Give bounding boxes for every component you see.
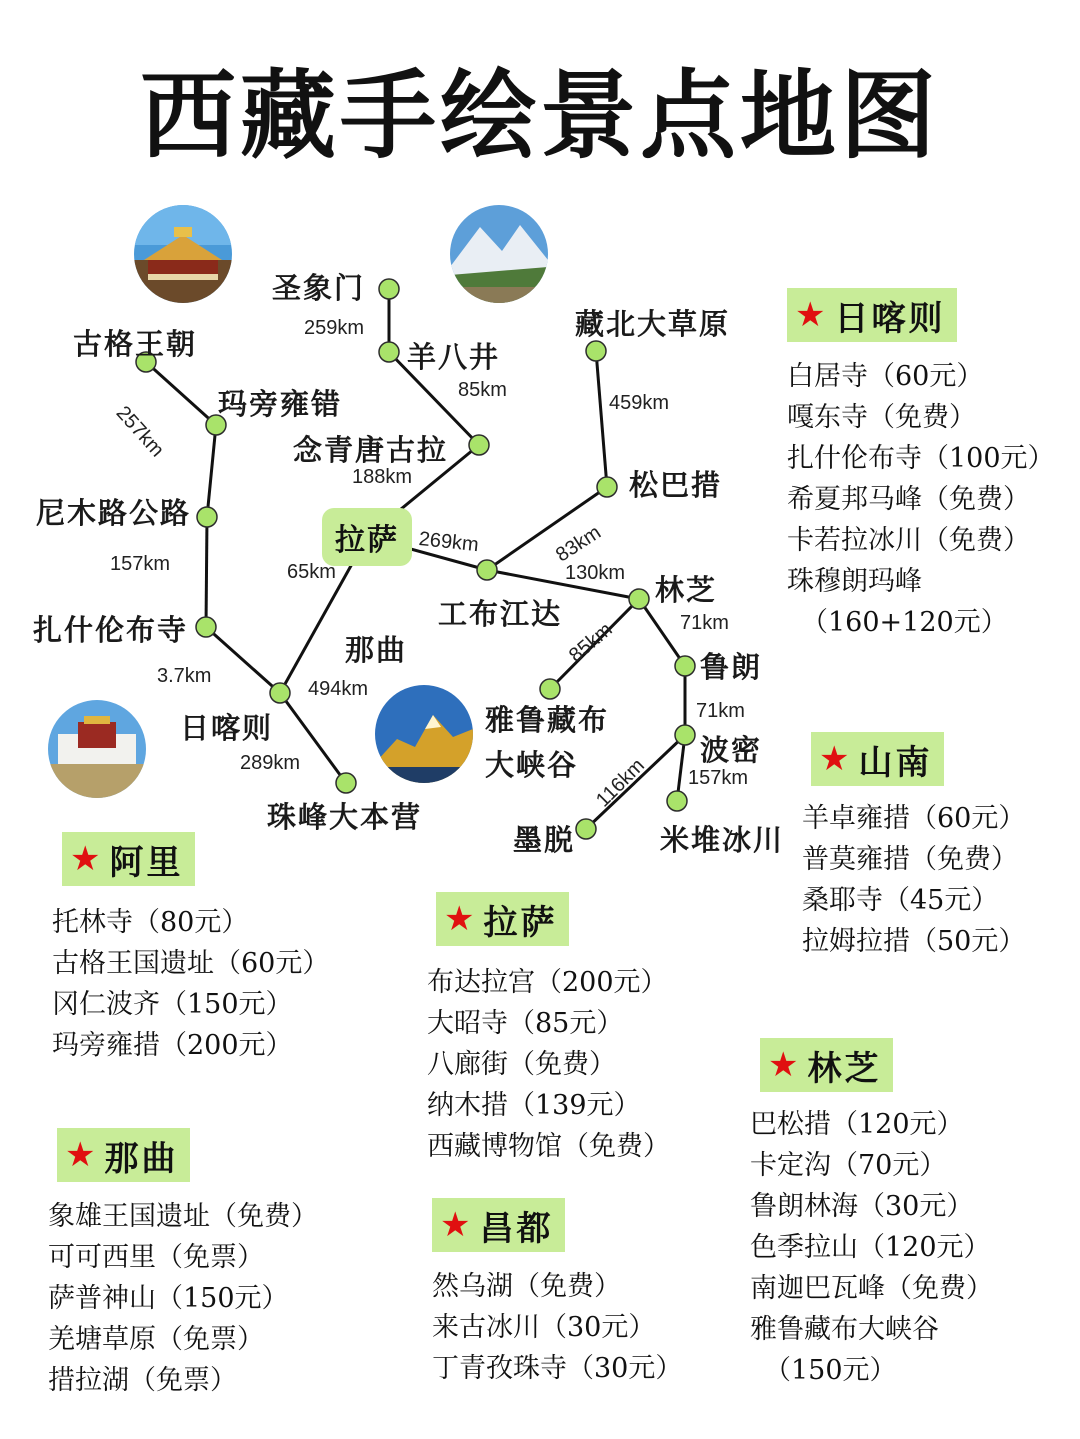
attraction-item: 象雄王国遗址（免费）	[48, 1201, 318, 1232]
route-line	[146, 362, 216, 425]
region-list-changdu	[432, 1266, 682, 1389]
distance-label: 83km	[552, 521, 605, 567]
distance-label: 188km	[352, 466, 413, 488]
region-name: 林芝	[807, 1048, 882, 1089]
place-zhashi[interactable]: 扎什伦布寺	[33, 613, 189, 647]
region-list-shigatse	[787, 356, 1055, 643]
attraction-item: 希夏邦马峰（免费）	[787, 484, 1030, 515]
distance-label: 459km	[609, 392, 670, 414]
attraction-item: 纳木措（139元）	[427, 1090, 641, 1121]
region-name: 日喀则	[834, 298, 946, 339]
map-node-nyenchen[interactable]	[469, 435, 489, 455]
potala-photo	[48, 700, 146, 798]
mountain-photo	[450, 205, 548, 303]
place-medog[interactable]: 墨脱	[513, 823, 576, 857]
place-lulang[interactable]: 鲁朗	[700, 650, 763, 684]
place-nimu[interactable]: 尼木路公路	[36, 496, 192, 530]
attraction-item: 色季拉山（120元）	[750, 1232, 991, 1263]
region-list-ali	[52, 902, 329, 1066]
region-name: 山南	[858, 742, 933, 783]
attraction-item: 西藏博物馆（免费）	[427, 1131, 670, 1162]
attraction-item: 冈仁波齐（150元）	[52, 989, 293, 1020]
monastery-photo	[134, 205, 232, 303]
attraction-item: 萨普神山（150元）	[48, 1283, 289, 1314]
region-header-changdu	[432, 1198, 565, 1252]
attraction-item: （160+120元）	[801, 607, 1008, 638]
region-list-shannan	[802, 798, 1025, 962]
page-title: 西藏手绘景点地图	[140, 60, 940, 172]
distance-label: 85km	[565, 618, 617, 667]
attraction-item: 卡若拉冰川（免费）	[787, 525, 1030, 556]
map-node-nyingchi[interactable]	[629, 589, 649, 609]
star-icon: ★	[70, 839, 104, 879]
map-node-yarlung[interactable]	[540, 679, 560, 699]
region-name: 那曲	[104, 1138, 179, 1179]
star-icon: ★	[440, 1205, 474, 1245]
route-line	[206, 627, 280, 693]
snow-peak-photo	[375, 685, 473, 783]
region-name: 阿里	[109, 842, 184, 883]
region-header-ali	[62, 832, 195, 886]
place-guge[interactable]: 古格王朝	[73, 327, 198, 361]
attraction-item: 嘎东寺（免费）	[787, 402, 976, 433]
attraction-item: 普莫雍措（免费）	[802, 844, 1018, 875]
distance-label: 85km	[458, 379, 507, 401]
place-nyingchi[interactable]: 林芝	[655, 573, 718, 607]
map-node-zangbei[interactable]	[586, 341, 606, 361]
attraction-item: 羌塘草原（免票）	[48, 1324, 264, 1355]
star-icon: ★	[444, 899, 478, 939]
attraction-item: （150元）	[764, 1355, 897, 1386]
map-node-bomi[interactable]	[675, 725, 695, 745]
attraction-item: 羊卓雍措（60元）	[802, 803, 1026, 834]
map-node-medog[interactable]	[576, 819, 596, 839]
attraction-item: 然乌湖（免费）	[432, 1271, 621, 1302]
region-list-naqu	[48, 1196, 318, 1401]
place-yangbajing[interactable]: 羊八井	[407, 340, 501, 374]
region-list-nyingchi	[750, 1104, 993, 1391]
attraction-item: 大昭寺（85元）	[427, 1008, 624, 1039]
region-header-lhasa	[436, 892, 569, 946]
attraction-item: 珠穆朗玛峰	[787, 566, 922, 597]
region-header-shannan	[811, 732, 944, 786]
route-line	[206, 517, 207, 627]
place-songba[interactable]: 松巴措	[629, 468, 723, 502]
region-name: 拉萨	[483, 902, 558, 943]
distance-label: 71km	[696, 700, 745, 722]
distance-label: 130km	[565, 562, 626, 584]
map-node-shengxiang[interactable]	[379, 279, 399, 299]
map-node-everest[interactable]	[336, 773, 356, 793]
star-icon: ★	[795, 295, 829, 335]
star-icon: ★	[768, 1045, 802, 1085]
attraction-item: 丁青孜珠寺（30元）	[432, 1353, 683, 1384]
attraction-item: 桑耶寺（45元）	[802, 885, 999, 916]
distance-label: 71km	[680, 612, 729, 634]
attraction-item: 措拉湖（免票）	[48, 1365, 237, 1396]
place-zangbei[interactable]: 藏北大草原	[575, 307, 731, 341]
place-naqu[interactable]: 那曲	[345, 633, 408, 667]
distance-label: 157km	[110, 553, 171, 575]
attraction-item: 白居寺（60元）	[787, 361, 984, 392]
place-bomi[interactable]: 波密	[700, 733, 763, 767]
map-node-lulang[interactable]	[675, 656, 695, 676]
place-gongbu[interactable]: 工布江达	[438, 597, 563, 631]
distance-label: 116km	[592, 754, 649, 812]
map-node-midui[interactable]	[667, 791, 687, 811]
attraction-item: 布达拉宫（200元）	[427, 967, 668, 998]
attraction-item: 南迦巴瓦峰（免费）	[750, 1273, 993, 1304]
star-icon: ★	[65, 1135, 99, 1175]
place-lhasa[interactable]: 拉萨	[322, 508, 412, 566]
attraction-item: 可可西里（免票）	[48, 1242, 264, 1273]
distance-label: 157km	[688, 767, 749, 789]
region-header-naqu	[57, 1128, 190, 1182]
attraction-item: 八廊街（免费）	[427, 1049, 616, 1080]
map-node-zhashi[interactable]	[196, 617, 216, 637]
attraction-item: 玛旁雍措（200元）	[52, 1030, 293, 1061]
place-shigatse[interactable]: 日喀则	[180, 711, 274, 745]
route-line	[639, 599, 685, 666]
distance-label: 259km	[304, 317, 365, 339]
place-shengxiangmen[interactable]: 圣象门	[272, 271, 366, 305]
attraction-item: 来古冰川（30元）	[432, 1312, 656, 1343]
place-everest[interactable]: 珠峰大本营	[267, 800, 423, 834]
route-line	[596, 351, 607, 487]
region-header-nyingchi	[760, 1038, 893, 1092]
map-node-songba[interactable]	[597, 477, 617, 497]
attraction-item: 托林寺（80元）	[52, 907, 249, 938]
attraction-item: 古格王国遗址（60元）	[52, 948, 330, 979]
map-node-shigatse[interactable]	[270, 683, 290, 703]
map-node-gongbu[interactable]	[477, 560, 497, 580]
place-nyenchen[interactable]: 念青唐古拉	[293, 433, 449, 467]
attraction-item: 鲁朗林海（30元）	[750, 1191, 974, 1222]
attraction-item: 雅鲁藏布大峡谷	[750, 1314, 939, 1345]
distance-label: 289km	[240, 752, 301, 774]
distance-label: 3.7km	[157, 665, 212, 687]
attraction-item: 扎什伦布寺（100元）	[787, 443, 1055, 474]
place-midui[interactable]: 米堆冰川	[660, 823, 785, 857]
attraction-item: 卡定沟（70元）	[750, 1150, 947, 1181]
attraction-item: 拉姆拉措（50元）	[802, 926, 1026, 957]
distance-label: 494km	[308, 678, 369, 700]
place-mapang[interactable]: 玛旁雍错	[218, 387, 343, 421]
place-yarlung-line2[interactable]: 大峡谷	[485, 748, 579, 782]
region-name: 昌都	[479, 1208, 554, 1249]
region-list-lhasa	[427, 962, 670, 1167]
route-line	[207, 425, 216, 517]
place-yarlung-line1[interactable]: 雅鲁藏布	[485, 703, 610, 737]
distance-label: 269km	[417, 528, 480, 557]
map-node-yangbajing[interactable]	[379, 342, 399, 362]
attraction-item: 巴松措（120元）	[750, 1109, 964, 1140]
star-icon: ★	[819, 739, 853, 779]
distance-label: 257km	[111, 402, 169, 462]
map-node-nimu[interactable]	[197, 507, 217, 527]
region-header-shigatse	[787, 288, 957, 342]
distance-label: 65km	[287, 561, 336, 583]
